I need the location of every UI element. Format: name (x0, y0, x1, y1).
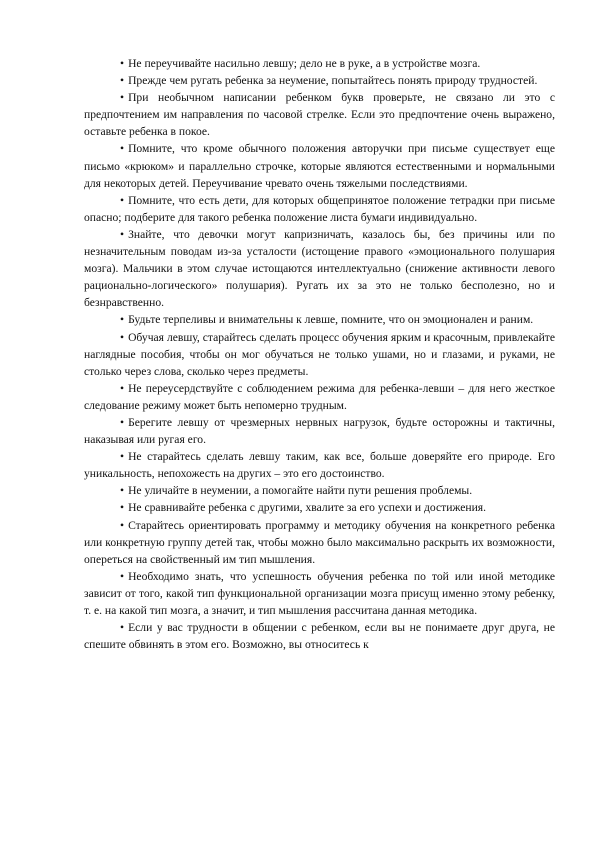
paragraph-16 (84, 619, 555, 653)
paragraph-14 (84, 517, 555, 568)
paragraph-3 (84, 89, 555, 140)
bullet-icon: • (120, 193, 125, 207)
paragraph-text: Не переучивайте насильно левшу; дело не в руке, а в устройстве мозга. (128, 57, 481, 70)
bullet-icon: • (120, 518, 125, 532)
paragraph-text: Если у вас трудности в общении с ребенком, если вы не понимаете друг друга, не спешите обвинять в этом его. Возможно, вы относитесь к (84, 621, 555, 652)
paragraph-13 (84, 499, 555, 516)
paragraph-text: Не сравнивайте ребенка с другими, хвалите за его успехи и достижения. (128, 501, 487, 515)
paragraph-6 (84, 226, 555, 311)
paragraph-8 (84, 329, 555, 380)
bullet-icon: • (120, 142, 125, 156)
document-page (84, 55, 555, 653)
bullet-icon: • (120, 415, 125, 429)
paragraph-9 (84, 380, 555, 414)
bullet-icon: • (120, 74, 125, 88)
paragraph-4 (84, 140, 555, 191)
paragraph-text: Знайте, что девочки могут капризничать, казалось бы, без причины или по незначительным поводам из-за усталости (истощение правого «эмоционального полушария мозга). Мальчики в этом случае истощаются интеллектуально (снижение активности левого рационально-логического» полушария). Ругать их за это не только бесполезно, но и безнравственно. (84, 227, 555, 310)
bullet-icon: • (120, 227, 125, 241)
paragraph-text: Прежде чем ругать ребенка за неумение, попытайтесь понять природу трудностей. (128, 74, 538, 88)
bullet-icon: • (120, 621, 125, 635)
bullet-icon: • (120, 313, 125, 327)
paragraph-7 (84, 311, 555, 328)
paragraph-11 (84, 448, 555, 482)
paragraph-2 (84, 72, 555, 89)
paragraph-text: Не переусердствуйте с соблюдением режима для ребенка-левши – для него жесткое следование режиму может быть непомерно трудным. (84, 381, 555, 412)
bullet-icon: • (120, 450, 125, 464)
paragraph-text: Не уличайте в неумении, а помогайте найти пути решения проблемы. (128, 484, 473, 498)
paragraph-10 (84, 414, 555, 448)
paragraph-text: Не старайтесь сделать левшу таким, как все, больше доверяйте его природе. Его уникальность, непохожесть на других – это его достоинство. (84, 450, 555, 481)
paragraph-15 (84, 568, 555, 619)
paragraph-text: Обучая левшу, старайтесь сделать процесс обучения ярким и красочным, привлекайте наглядные пособия, чтобы он мог обучаться не только ушами, но и глазами, и руками, не столько через слова, сколько через предметы. (84, 330, 555, 378)
paragraph-text: Помните, что кроме обычного положения авторучки при письме существует еще письмо «крюком» и параллельно строчке, которые являются естественными и нормальными для некоторых детей. Переучивание чревато очень тяжелыми последствиями. (84, 142, 555, 190)
paragraph-text: Будьте терпеливы и внимательны к левше, помните, что он эмоционален и раним. (128, 313, 534, 327)
paragraph-text: Необходимо знать, что успешность обучения ребенка по той или иной методике зависит от того, какой тип функциональной организации мозга присущ именно этому ребенку, т. е. на какой тип мозга, а значит, и тип мышления рассчитана данная методика. (84, 569, 555, 617)
paragraph-text: Помните, что есть дети, для которых общепринятое положение тетрадки при письме опасно; подберите для такого ребенка положение листа бумаги индивидуально. (84, 193, 555, 224)
paragraph-text: При необычном написании ребенком букв проверьте, не связано ли это с предпочтением им направления по часовой стрелке. Если это предпочтение очень выражено, оставьте ребенка в покое. (84, 91, 555, 139)
bullet-icon: • (120, 484, 125, 498)
bullet-icon: • (120, 501, 125, 515)
paragraph-text: Берегите левшу от чрезмерных нервных нагрузок, будьте осторожны и тактичны, наказывая или ругая его. (84, 415, 555, 447)
paragraph-5 (84, 192, 555, 226)
bullet-icon: • (120, 91, 125, 105)
bullet-icon: • (120, 330, 125, 344)
paragraph-12 (84, 482, 555, 499)
paragraph-text: Старайтесь ориентировать программу и методику обучения на конкретного ребенка или конкретную группу детей так, чтобы можно было максимально раскрыть их возможности, опереться на свойственный им тип мышления. (84, 518, 555, 566)
bullet-icon: • (120, 569, 125, 583)
bullet-icon: • (120, 57, 125, 70)
paragraph-1 (84, 55, 555, 72)
bullet-icon: • (120, 381, 125, 395)
